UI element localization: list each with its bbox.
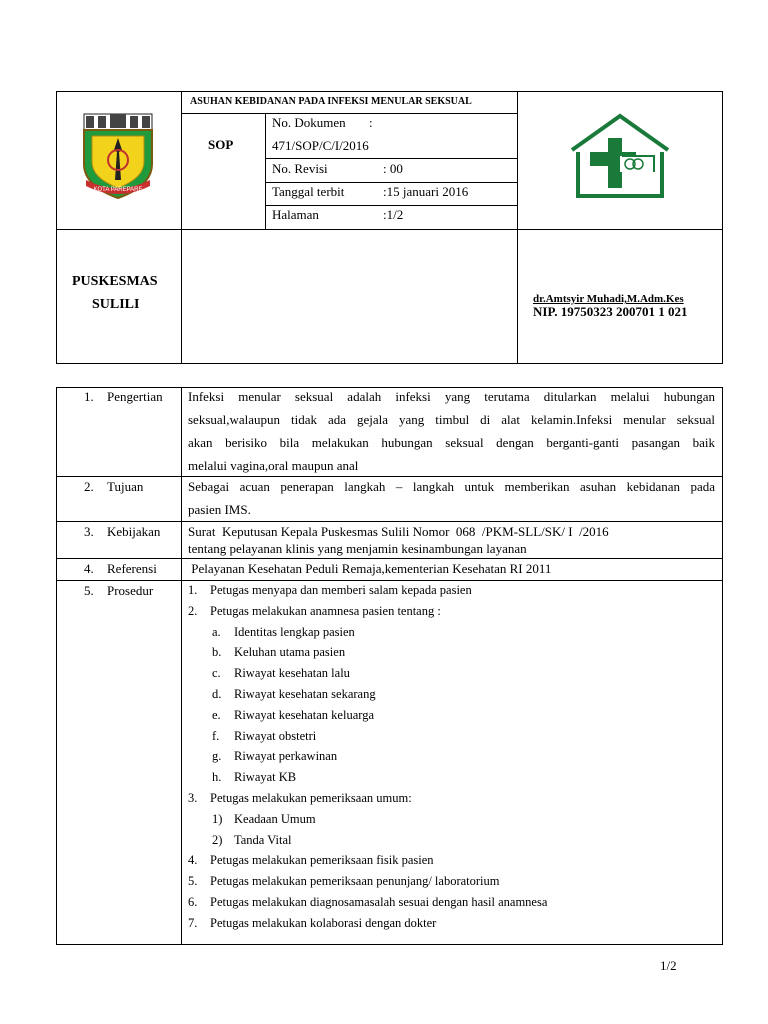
procedure-substep-text: Riwayat kesehatan keluarga (234, 707, 374, 722)
procedure-step-marker: e. (212, 707, 221, 722)
section-number: 3. (84, 524, 94, 539)
procedure-step-marker: 1) (212, 811, 223, 826)
header-col-divider-3 (265, 113, 266, 229)
section-label-referensi: Referensi (107, 561, 157, 576)
procedure-step-text: Petugas melakukan anamnesa pasien tentang : (210, 603, 441, 618)
procedure-step-marker: h. (212, 770, 222, 785)
section-number: 2. (84, 479, 94, 494)
procedure-substep-text: Riwayat perkawinan (234, 749, 338, 764)
procedure-step-text: Petugas melakukan pemeriksaan penunjang/ laboratorium (210, 874, 500, 889)
procedure-substep-text: Identitas lengkap pasien (234, 624, 355, 639)
page-value: :1/2 (383, 207, 404, 222)
row-separator (56, 558, 723, 559)
body-border-right (722, 387, 723, 945)
city-emblem-logo (78, 112, 158, 202)
doc-number-label: No. Dokumen (272, 115, 346, 130)
procedure-step-text: Petugas melakukan pemeriksaan umum: (210, 791, 412, 805)
procedure-substep-text: Riwayat KB (234, 770, 297, 785)
pengertian-line: akan berisiko bila melakukan hubungan seksual dengan berganti-ganti pasangan baik (188, 435, 715, 450)
row-separator (56, 521, 723, 522)
procedure-substep-text: Keluhan utama pasien (234, 645, 346, 660)
doc-number-code: 471/SOP/C/I/2016 (272, 138, 369, 153)
procedure-step-text: Petugas melakukan diagnosamasalah sesuai dengan hasil anamnesa (210, 895, 548, 909)
header-row-line (265, 158, 518, 159)
row-separator (56, 476, 723, 477)
section-label-tujuan: Tujuan (107, 479, 144, 494)
header-row-line (56, 229, 723, 230)
section-label-pengertian: Pengertian (107, 389, 163, 404)
header-border-top (56, 91, 723, 92)
header-border-right (722, 91, 723, 364)
procedure-step-marker: 6. (188, 895, 198, 909)
procedure-step-marker: f. (212, 728, 220, 743)
procedure-step-marker: 2. (188, 603, 198, 618)
kebijakan-line: tentang pelayanan klinis yang menjamin kesinambungan layanan (188, 541, 527, 556)
procedure-step-marker: d. (212, 687, 222, 701)
procedure-substep-text: Riwayat kesehatan lalu (234, 666, 350, 681)
procedure-substep-text: Riwayat kesehatan sekarang (234, 687, 376, 701)
header-row-line (181, 113, 518, 114)
sop-label: SOP (208, 137, 234, 152)
header-border-bottom (56, 363, 723, 364)
org-name-line2: SULILI (92, 297, 140, 312)
page-number: 1/2 (660, 958, 677, 973)
header-row-line (265, 182, 518, 183)
signatory-name: dr.Amtsyir Muhadi,M.Adm.Kes (533, 293, 684, 305)
doc-number-value: : (369, 115, 373, 130)
row-separator (56, 580, 723, 581)
signatory-nip: NIP. 19750323 200701 1 021 (533, 304, 688, 319)
tujuan-line: pasien IMS. (188, 502, 251, 517)
header-col-divider-2 (517, 91, 518, 364)
procedure-step-text: Petugas melakukan pemeriksaan fisik pasien (210, 853, 434, 868)
procedure-step-marker: b. (212, 645, 222, 660)
body-border-bottom (56, 944, 723, 945)
procedure-substep-text: Keadaan Umum (234, 811, 316, 826)
referensi-line: Pelayanan Kesehatan Peduli Remaja,kementerian Kesehatan RI 2011 (188, 561, 552, 576)
page-label: Halaman (272, 207, 319, 222)
revision-value: : 00 (383, 161, 403, 176)
procedure-step-text: Petugas melakukan kolaborasi dengan dokter (210, 915, 437, 930)
section-number: 4. (84, 561, 94, 576)
procedure-step-marker: c. (212, 666, 221, 681)
puskesmas-logo (570, 112, 670, 202)
org-name-line1: PUSKESMAS (72, 274, 158, 289)
procedure-step-marker: 3. (188, 791, 198, 805)
section-number: 5. (84, 583, 94, 598)
kebijakan-line: Surat Keputusan Kepala Puskesmas Sulili Nomor 068 /PKM-SLL/SK/ I /2016 (188, 524, 609, 539)
procedure-step-marker: a. (212, 624, 221, 639)
procedure-step-marker: 7. (188, 915, 198, 930)
section-label-kebijakan: Kebijakan (107, 524, 161, 539)
body-border-left (56, 387, 57, 945)
body-border-top (56, 387, 723, 388)
section-number: 1. (84, 389, 94, 404)
header-row-line (265, 205, 518, 206)
procedure-step-marker: 1. (188, 583, 198, 597)
header-border-left (56, 91, 57, 364)
emblem-ribbon-text: KOTA PAREPARE (93, 187, 143, 193)
revision-label: No. Revisi (272, 161, 328, 176)
pengertian-line: melalui vagina,oral maupun anal (188, 458, 359, 473)
sop-title: ASUHAN KEBIDANAN PADA INFEKSI MENULAR SEKSUAL (190, 96, 472, 107)
issue-date-label: Tanggal terbit (272, 184, 345, 199)
procedure-step-marker: 2) (212, 832, 223, 847)
pengertian-line: Infeksi menular seksual adalah infeksi yang terutama ditularkan melalui hubungan (188, 389, 715, 404)
procedure-step-marker: 4. (188, 853, 198, 868)
pengertian-line: seksual,walaupun tidak ada gejala yang timbul di alat kelamin.Infeksi menular seksual (188, 412, 715, 427)
procedure-step-marker: 5. (188, 874, 198, 889)
issue-date-value: :15 januari 2016 (383, 184, 469, 199)
tujuan-line: Sebagai acuan penerapan langkah – langkah untuk memberikan asuhan kebidanan pada (188, 479, 715, 494)
header-col-divider-1 (181, 91, 182, 364)
body-col-divider (181, 387, 182, 945)
procedure-step-text: Petugas menyapa dan memberi salam kepada pasien (210, 583, 472, 597)
procedure-substep-text: Tanda Vital (234, 832, 292, 847)
procedure-step-marker: g. (212, 749, 222, 764)
procedure-substep-text: Riwayat obstetri (234, 728, 317, 743)
section-label-prosedur: Prosedur (107, 583, 154, 598)
